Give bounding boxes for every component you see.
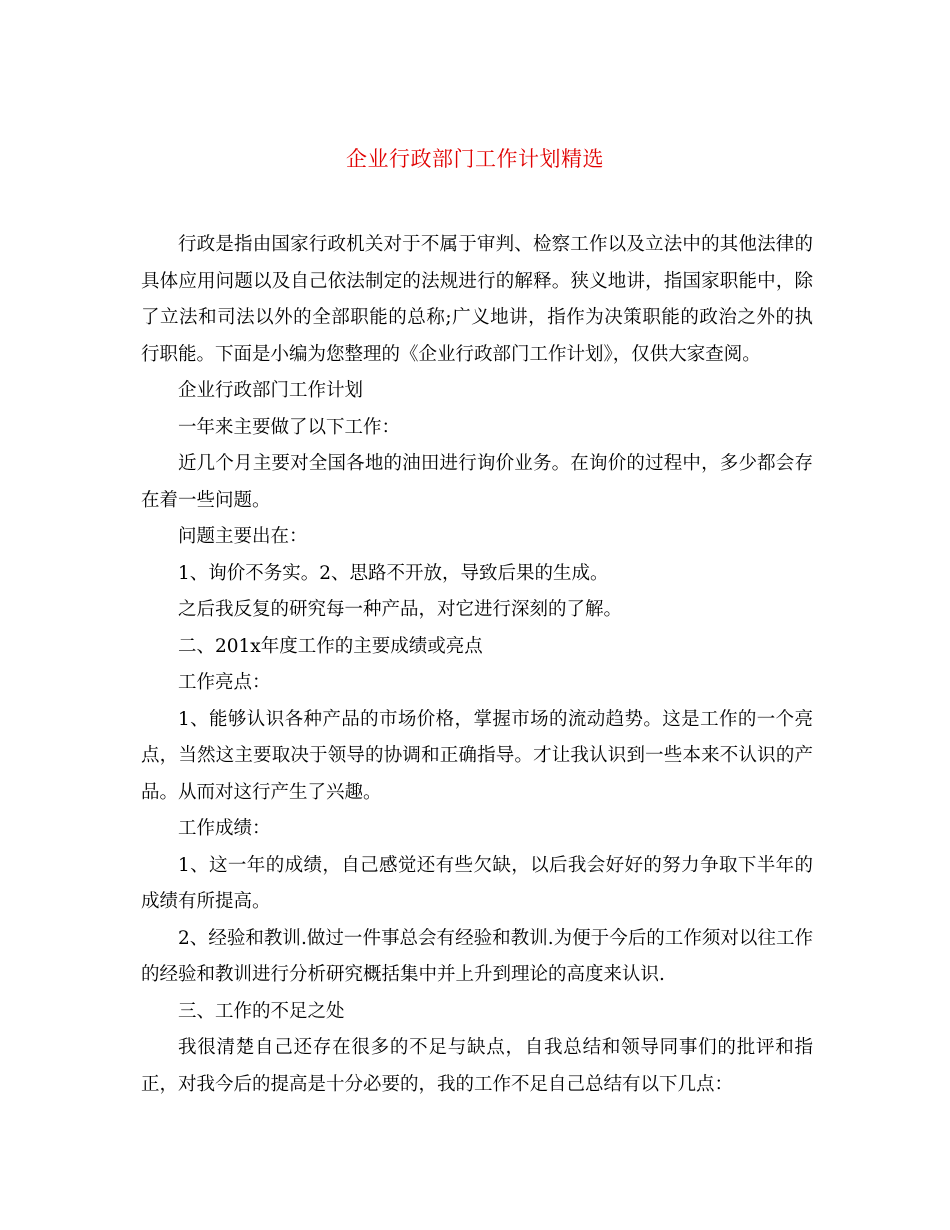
paragraph-problems-heading: 问题主要出在： xyxy=(178,526,308,547)
paragraph-highlight-1: 1、能够认识各种产品的市场价格，掌握市场的流动趋势。这是工作的一个亮点，当然这主要取决于领导的协调和正确指导。才让我认识到一些本来不认识的产品。从而对这行产生了兴趣。 xyxy=(141,708,813,803)
paragraph-research: 之后我反复的研究每一种产品，对它进行深刻的了解。 xyxy=(178,599,623,620)
paragraph-work-done-heading: 一年来主要做了以下工作： xyxy=(178,416,401,438)
paragraph-highlights-heading: 工作亮点： xyxy=(178,672,271,693)
paragraph-plan-heading: 企业行政部门工作计划 xyxy=(178,380,364,401)
paragraph-inquiry: 近几个月主要对全国各地的油田进行询价业务。在询价的过程中，多少都会存在着一些问题。 xyxy=(141,453,813,511)
document-title: 企业行政部门工作计划精选 xyxy=(346,147,604,171)
document-body xyxy=(141,227,813,1103)
paragraph-problems-list: 1、询价不务实。2、思路不开放，导致后果的生成。 xyxy=(178,562,609,584)
paragraph-intro: 行政是指由国家行政机关对于不属于审判、检察工作以及立法中的其他法律的具体应用问题以及自己依法制定的法规进行的解释。狭义地讲，指国家职能中，除了立法和司法以外的全部职能的总称;广义地讲，指作为决策职能的政治之外的执行职能。下面是小编为您整理的《企业行政部门工作计划》，仅供大家查阅。 xyxy=(141,234,813,365)
paragraph-result-1: 1、这一年的成绩，自己感觉还有些欠缺，以后我会好好的努力争取下半年的成绩有所提高。 xyxy=(141,854,813,912)
section-heading-achievements: 二、201x年度工作的主要成绩或亮点 xyxy=(178,635,483,657)
paragraph-shortcomings: 我很清楚自己还存在很多的不足与缺点，自我总结和领导同事们的批评和指正，对我今后的提高是十分必要的，我的工作不足自己总结有以下几点： xyxy=(141,1037,813,1095)
section-heading-shortcomings: 三、工作的不足之处 xyxy=(178,1000,345,1022)
paragraph-result-2: 2、经验和教训.做过一件事总会有经验和教训.为便于今后的工作须对以往工作的经验和教训进行分析研究概括集中并上升到理论的高度来认识. xyxy=(141,927,813,985)
paragraph-results-heading: 工作成绩： xyxy=(178,818,271,839)
